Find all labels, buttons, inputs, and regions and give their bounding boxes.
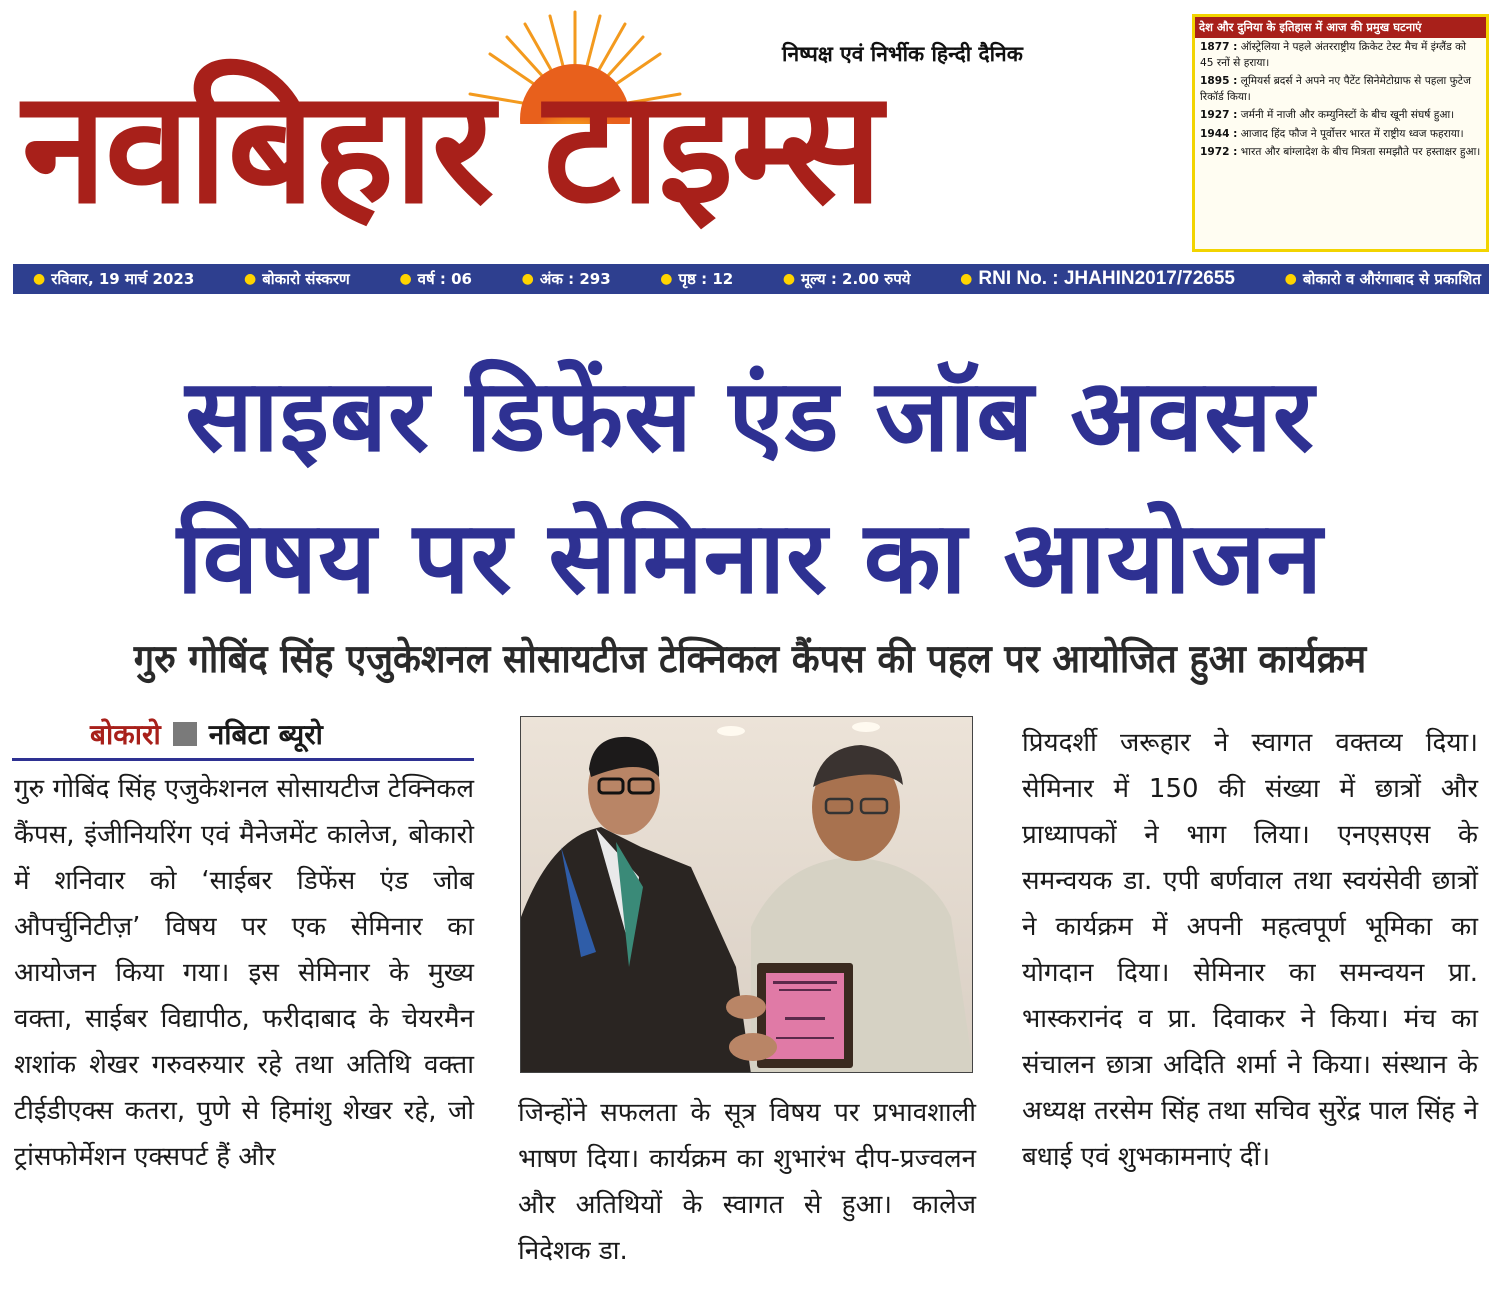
article-column-3 xyxy=(1022,720,1478,1180)
history-text: आजाद हिंद फौज ने पूर्वोत्तर भारत में राष्ट्रीय ध्वज फहराया। xyxy=(1240,127,1464,140)
history-box xyxy=(1192,14,1489,252)
masthead xyxy=(0,0,1500,262)
byline-place: बोकारो xyxy=(90,718,161,751)
bullet-icon: ● xyxy=(399,271,412,287)
bullet-icon: ● xyxy=(960,271,973,287)
bullet-icon: ● xyxy=(660,271,673,287)
info-issue: ● अंक : 293 xyxy=(521,270,611,288)
history-item xyxy=(1200,108,1481,124)
headline xyxy=(20,345,1480,629)
subheadline: गुरु गोबिंद सिंह एजुकेशनल सोसायटीज टेक्निकल कैंपस की पहल पर आयोजित हुआ कार्यक्रम xyxy=(133,637,1367,682)
edition-info-bar xyxy=(13,264,1489,294)
history-year: 1927 : xyxy=(1200,109,1238,121)
info-pages: ● पृष्ठ : 12 xyxy=(660,270,734,288)
info-published: ● बोकारो व औरंगाबाद से प्रकाशित xyxy=(1284,270,1481,288)
history-year: 1944 : xyxy=(1200,127,1238,140)
bullet-icon: ● xyxy=(782,271,796,287)
history-heading: देश और दुनिया के इतिहास में आज की प्रमुख घटनाएं xyxy=(1195,17,1486,38)
bullet-icon: ● xyxy=(1284,271,1297,287)
headline-line-1: साइबर डिफेंस एंड जॉब अवसर xyxy=(185,357,1315,474)
article-text: गुरु गोबिंद सिंह एजुकेशनल सोसायटीज टेक्निकल कैंपस, इंजीनियरिंग एवं मैनेजमेंट कालेज, बोकारो में शनिवार को ‘साईबर डिफेंस एंड जोब औपर्चुनिटीज़’ विषय पर एक सेमिनार का आयोजन किया गया। इस सेमिनार के मुख्य वक्ता, साईबर विद्यापीठ, फरीदाबाद के चेयरमैन शशांक शेखर गरुवरुयार रहे तथा अतिथि वक्ता टीईडीएक्स कतरा, पुणे से हिमांशु शेखर रहे, जो ट्रांसफोर्मेशन एक्सपर्ट हैं और xyxy=(14,774,474,1172)
info-edition: ● बोकारो संस्करण xyxy=(243,270,350,288)
info-rni: ● RNI No. : JHAHIN2017/72655 xyxy=(960,268,1235,289)
history-list xyxy=(1195,38,1486,166)
newspaper-logo: नवबिहार टाइम्स xyxy=(22,56,881,238)
history-text: लूमियर्स ब्रदर्स ने अपने नए पैटेंट सिनेमेटोग्राफ से पहला फुटेज रिकॉर्ड किया। xyxy=(1200,75,1471,103)
history-item xyxy=(1200,40,1481,71)
award-photo xyxy=(520,716,973,1073)
history-year: 1895 : xyxy=(1200,75,1238,87)
history-item xyxy=(1200,74,1481,105)
info-year: ● वर्ष : 06 xyxy=(399,270,472,288)
headline-line-2: विषय पर सेमिनार का आयोजन xyxy=(176,499,1324,616)
history-year: 1972 : xyxy=(1200,146,1238,158)
info-date: ● रविवार, 19 मार्च 2023 xyxy=(33,270,195,288)
article-text: जिन्होंने सफलता के सूत्र विषय पर प्रभावशाली भाषण दिया। कार्यक्रम का शुभारंभ दीप-प्रज्वलन और अतिथियों के स्वागत से हुआ। कालेज निदेशक डा. xyxy=(518,1098,976,1266)
history-text: ऑस्ट्रेलिया ने पहले अंतरराष्ट्रीय क्रिकेट टेस्ट मैच में इंग्लैंड को 45 रनों से हराया। xyxy=(1200,41,1466,69)
bullet-icon: ● xyxy=(521,271,534,287)
history-year: 1877 : xyxy=(1200,41,1238,53)
tagline: निष्पक्ष एवं निर्भीक हिन्दी दैनिक xyxy=(782,42,1023,66)
article-column-1 xyxy=(14,766,474,1180)
photo-image-icon xyxy=(521,717,973,1073)
bullet-icon: ● xyxy=(33,271,46,287)
article-column-2 xyxy=(518,1090,976,1274)
byline-bureau: नबिटा ब्यूरो xyxy=(208,718,323,751)
bullet-icon: ● xyxy=(243,271,257,287)
byline-separator-icon xyxy=(173,722,197,746)
byline xyxy=(90,715,323,753)
history-text: जर्मनी में नाजी और कम्युनिस्टों के बीच खूनी संघर्ष हुआ। xyxy=(1240,109,1455,121)
byline-rule xyxy=(12,758,474,761)
history-text: भारत और बांग्लादेश के बीच मित्रता समझौते पर हस्ताक्षर हुआ। xyxy=(1240,146,1481,158)
history-item xyxy=(1200,145,1481,161)
info-price: ● मूल्य : 2.00 रुपये xyxy=(782,270,911,288)
article-text: प्रियदर्शी जरूहार ने स्वागत वक्तव्य दिया। सेमिनार में 150 की संख्या में छात्रों और प्राध्यापकों ने भाग लिया। एनएसएस के समन्वयक डा. एपी बर्णवाल तथा स्वयंसेवी छात्रों ने कार्यक्रम में अपनी महत्वपूर्ण भूमिका का योगदान दिया। सेमिनार का समन्वयन प्रा. भास्करानंद व प्रा. दिवाकर ने किया। मंच का संचालन छात्रा अदिति शर्मा ने किया। संस्थान के अध्यक्ष तरसेम सिंह तथा सचिव सुरेंद्र पाल सिंह ने बधाई एवं शुभकामनाएं दीं। xyxy=(1022,728,1478,1172)
history-item xyxy=(1200,127,1481,143)
